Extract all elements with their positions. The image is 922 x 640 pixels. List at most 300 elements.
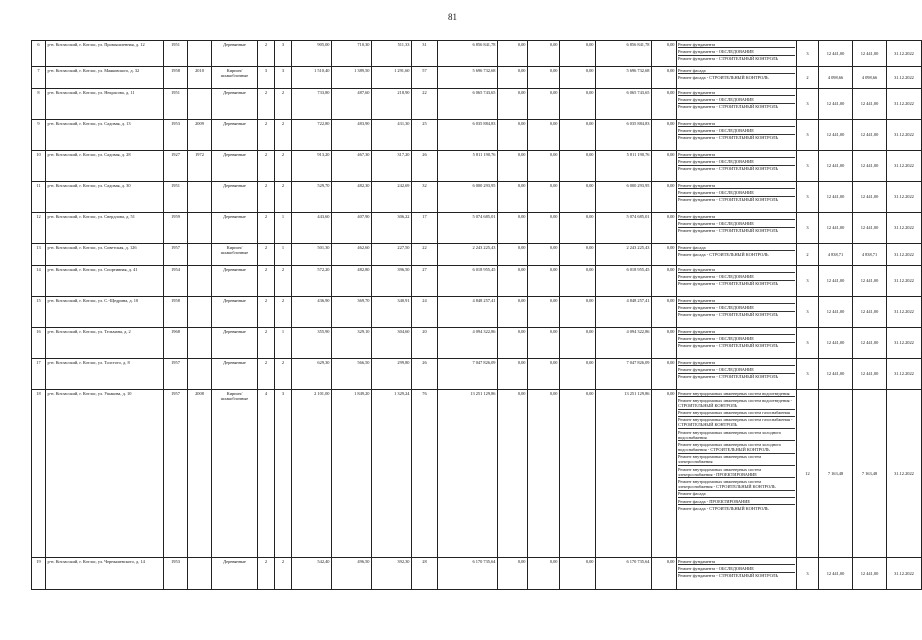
residents-cell: 24 bbox=[412, 297, 438, 328]
work-item: Ремонт фундамента bbox=[678, 359, 795, 366]
table-row bbox=[32, 213, 922, 244]
deadline-date-cell: 31.12.2022 bbox=[887, 41, 922, 67]
deadline-date-cell: 31.12.2022 bbox=[887, 359, 922, 390]
unit-cost-cell: 7 163,48 bbox=[819, 390, 853, 558]
work-item: Ремонт фасада - ПРОЕКТИРОВАНИЕ bbox=[678, 498, 795, 505]
works-list-cell bbox=[677, 328, 797, 359]
work-item: Ремонт фасада bbox=[678, 244, 795, 251]
deadline-date-cell: 31.12.2022 bbox=[887, 390, 922, 558]
build-year-cell: 1951 bbox=[164, 89, 188, 120]
cost-owners-cell: 5 696 732,68 bbox=[596, 67, 652, 89]
repair-year-cell bbox=[188, 213, 212, 244]
entrances-cell: 3 bbox=[275, 390, 292, 558]
cost-other-cell: 0,00 bbox=[652, 41, 677, 67]
address-cell: р-н. Котласский, г. Котлас, ул. Тельмана, д. 2 bbox=[46, 328, 164, 359]
wall-material-cell: Деревянные bbox=[212, 41, 258, 67]
cost-owners-cell: 7 047 826,09 bbox=[596, 359, 652, 390]
cost-federal-cell: 0,00 bbox=[498, 297, 528, 328]
work-item: Ремонт внутридомовых инженерных систем газоснабжения - СТРОИТЕЛЬНЫЙ КОНТРОЛЬ bbox=[678, 417, 795, 429]
total-cost-cell: 13 251 129,86 bbox=[438, 390, 498, 558]
table-row bbox=[32, 182, 922, 213]
work-item: Ремонт внутридомовых инженерных систем электроснабжения - ПРОЕКТИРОВАНИЕ bbox=[678, 466, 795, 478]
work-item: Ремонт фундамента bbox=[678, 151, 795, 158]
wall-material-cell: Кирпич/шлакоблочные bbox=[212, 244, 258, 266]
repair-year-cell bbox=[188, 558, 212, 590]
max-unit-cost-cell: 4 838,71 bbox=[853, 244, 887, 266]
works-list-cell bbox=[677, 67, 797, 89]
work-item: Ремонт фасада - СТРОИТЕЛЬНЫЙ КОНТРОЛЬ bbox=[678, 74, 769, 80]
cost-federal-cell: 0,00 bbox=[498, 359, 528, 390]
residents-cell: 32 bbox=[412, 182, 438, 213]
work-item: Ремонт фундамента bbox=[678, 266, 795, 273]
floors-cell: 2 bbox=[258, 151, 275, 182]
max-unit-cost-cell: 12 441,00 bbox=[853, 213, 887, 244]
wall-material-cell: Деревянные bbox=[212, 182, 258, 213]
cost-owners-cell: 4 094 322,86 bbox=[596, 328, 652, 359]
cost-other-cell: 0,00 bbox=[652, 213, 677, 244]
works-count-cell: 12 bbox=[797, 390, 819, 558]
max-unit-cost-cell: 7 163,48 bbox=[853, 390, 887, 558]
works-count-cell: 3 bbox=[797, 266, 819, 297]
living-area-cell: 329,10 bbox=[332, 328, 372, 359]
total-area-cell: 542,40 bbox=[292, 558, 332, 590]
build-year-cell: 1968 bbox=[164, 328, 188, 359]
entrances-cell: 2 bbox=[275, 297, 292, 328]
max-unit-cost-cell: 12 441,00 bbox=[853, 182, 887, 213]
address-cell: р-н. Котласский, г. Котлас, ул. Садовая, д. 28 bbox=[46, 151, 164, 182]
deadline-date-cell: 31.12.2022 bbox=[887, 328, 922, 359]
works-list-cell bbox=[677, 213, 797, 244]
build-year-cell: 1957 bbox=[164, 359, 188, 390]
work-item: Ремонт фундамента bbox=[678, 558, 795, 565]
wall-material-cell: Деревянные bbox=[212, 297, 258, 328]
build-year-cell: 1953 bbox=[164, 120, 188, 151]
work-item: Ремонт фундамента - ОБСЛЕДОВАНИЕ bbox=[678, 366, 795, 373]
total-cost-cell: 2 243 225,43 bbox=[438, 244, 498, 266]
deadline-date-cell: 31.12.2022 bbox=[887, 297, 922, 328]
deadline-date-cell: 31.12.2022 bbox=[887, 151, 922, 182]
row-number-cell: 17 bbox=[32, 359, 46, 390]
entrances-cell: 2 bbox=[275, 89, 292, 120]
floors-cell: 2 bbox=[258, 297, 275, 328]
work-item: Ремонт фундамента - СТРОИТЕЛЬНЫЙ КОНТРОЛЬ bbox=[678, 281, 779, 287]
residents-cell: 57 bbox=[412, 67, 438, 89]
table-row bbox=[32, 120, 922, 151]
table-row bbox=[32, 558, 922, 590]
cost-regional-cell: 0,00 bbox=[528, 244, 560, 266]
area-residential-cell: 304,60 bbox=[372, 328, 412, 359]
row-number-cell: 15 bbox=[32, 297, 46, 328]
unit-cost-cell: 12 441,00 bbox=[819, 266, 853, 297]
works-list-cell bbox=[677, 266, 797, 297]
area-residential-cell: 1 329,24 bbox=[372, 390, 412, 558]
address-cell: р-н. Котласский, г. Котлас, ул. Садовая, д. 30 bbox=[46, 182, 164, 213]
floors-cell: 2 bbox=[258, 558, 275, 590]
entrances-cell: 2 bbox=[275, 182, 292, 213]
work-item: Ремонт фундамента - СТРОИТЕЛЬНЫЙ КОНТРОЛЬ bbox=[678, 374, 779, 380]
address-cell: р-н. Котласский, г. Котлас, ул. Спортивная, д. 41 bbox=[46, 266, 164, 297]
cost-local-cell: 0,00 bbox=[560, 120, 596, 151]
floors-cell: 2 bbox=[258, 213, 275, 244]
cost-other-cell: 0,00 bbox=[652, 266, 677, 297]
cost-owners-cell: 6 170 735,64 bbox=[596, 558, 652, 590]
cost-other-cell: 0,00 bbox=[652, 558, 677, 590]
work-item: Ремонт фундамента - ОБСЛЕДОВАНИЕ bbox=[678, 189, 795, 196]
cost-federal-cell: 0,00 bbox=[498, 244, 528, 266]
floors-cell: 2 bbox=[258, 89, 275, 120]
works-count-cell: 3 bbox=[797, 41, 819, 67]
cost-owners-cell: 13 251 129,86 bbox=[596, 390, 652, 558]
cost-federal-cell: 0,00 bbox=[498, 41, 528, 67]
cost-local-cell: 0,00 bbox=[560, 67, 596, 89]
work-item: Ремонт фундамента - СТРОИТЕЛЬНЫЙ КОНТРОЛЬ bbox=[678, 573, 779, 579]
cost-other-cell: 0,00 bbox=[652, 182, 677, 213]
cost-regional-cell: 0,00 bbox=[528, 67, 560, 89]
total-cost-cell: 4 848 257,41 bbox=[438, 297, 498, 328]
cost-local-cell: 0,00 bbox=[560, 41, 596, 67]
residents-cell: 76 bbox=[412, 390, 438, 558]
cost-federal-cell: 0,00 bbox=[498, 151, 528, 182]
entrances-cell: 1 bbox=[275, 213, 292, 244]
cost-owners-cell: 6 856 841,78 bbox=[596, 41, 652, 67]
cost-federal-cell: 0,00 bbox=[498, 213, 528, 244]
total-cost-cell: 5 074 685,01 bbox=[438, 213, 498, 244]
total-cost-cell: 7 047 826,09 bbox=[438, 359, 498, 390]
max-unit-cost-cell: 4 098,66 bbox=[853, 67, 887, 89]
entrances-cell: 3 bbox=[275, 41, 292, 67]
living-area-cell: 710,30 bbox=[332, 41, 372, 67]
living-area-cell: 487,60 bbox=[332, 89, 372, 120]
work-item: Ремонт фундамента - ОБСЛЕДОВАНИЕ bbox=[678, 96, 795, 103]
cost-other-cell: 0,00 bbox=[652, 151, 677, 182]
area-residential-cell: 1 291,60 bbox=[372, 67, 412, 89]
work-item: Ремонт фундамента - ОБСЛЕДОВАНИЕ bbox=[678, 158, 795, 165]
entrances-cell: 1 bbox=[275, 328, 292, 359]
work-item: Ремонт фундамента - СТРОИТЕЛЬНЫЙ КОНТРОЛЬ bbox=[678, 166, 779, 172]
living-area-cell: 483,90 bbox=[332, 120, 372, 151]
table-row bbox=[32, 67, 922, 89]
work-item: Ремонт фасада - СТРОИТЕЛЬНЫЙ КОНТРОЛЬ bbox=[678, 505, 769, 511]
wall-material-cell: Деревянные bbox=[212, 213, 258, 244]
work-item: Ремонт фундамента - СТРОИТЕЛЬНЫЙ КОНТРОЛЬ bbox=[678, 197, 779, 203]
table-row bbox=[32, 359, 922, 390]
total-cost-cell: 5 811 190,76 bbox=[438, 151, 498, 182]
max-unit-cost-cell: 12 441,00 bbox=[853, 120, 887, 151]
work-item: Ремонт внутридомовых инженерных систем электроснабжения bbox=[678, 454, 795, 466]
build-year-cell: 1951 bbox=[164, 41, 188, 67]
residents-cell: 25 bbox=[412, 120, 438, 151]
build-year-cell: 1958 bbox=[164, 67, 188, 89]
living-area-cell: 467,30 bbox=[332, 151, 372, 182]
cost-regional-cell: 0,00 bbox=[528, 151, 560, 182]
cost-federal-cell: 0,00 bbox=[498, 89, 528, 120]
repair-program-table bbox=[31, 40, 922, 590]
repair-year-cell: 1972 bbox=[188, 151, 212, 182]
table-row bbox=[32, 41, 922, 67]
row-number-cell: 8 bbox=[32, 89, 46, 120]
address-cell: р-н. Котласский, г. Котлас, ул. Свердлова, д. 51 bbox=[46, 213, 164, 244]
repair-year-cell: 2009 bbox=[188, 120, 212, 151]
work-item: Ремонт фундамента bbox=[678, 41, 795, 48]
living-area-cell: 566,50 bbox=[332, 359, 372, 390]
max-unit-cost-cell: 12 441,00 bbox=[853, 266, 887, 297]
row-number-cell: 16 bbox=[32, 328, 46, 359]
unit-cost-cell: 12 441,00 bbox=[819, 297, 853, 328]
deadline-date-cell: 31.12.2022 bbox=[887, 266, 922, 297]
cost-owners-cell: 2 243 225,43 bbox=[596, 244, 652, 266]
area-residential-cell: 227,50 bbox=[372, 244, 412, 266]
deadline-date-cell: 31.12.2022 bbox=[887, 244, 922, 266]
entrances-cell: 2 bbox=[275, 558, 292, 590]
total-area-cell: 733,80 bbox=[292, 89, 332, 120]
work-item: Ремонт фундамента - СТРОИТЕЛЬНЫЙ КОНТРОЛЬ bbox=[678, 104, 779, 110]
unit-cost-cell: 12 441,00 bbox=[819, 182, 853, 213]
cost-federal-cell: 0,00 bbox=[498, 390, 528, 558]
total-area-cell: 629,30 bbox=[292, 359, 332, 390]
build-year-cell: 1959 bbox=[164, 213, 188, 244]
work-item: Ремонт фундамента - ОБСЛЕДОВАНИЕ bbox=[678, 220, 795, 227]
works-list-cell bbox=[677, 390, 797, 558]
cost-federal-cell: 0,00 bbox=[498, 328, 528, 359]
total-area-cell: 572,20 bbox=[292, 266, 332, 297]
build-year-cell: 1957 bbox=[164, 390, 188, 558]
wall-material-cell: Деревянные bbox=[212, 151, 258, 182]
area-residential-cell: 396,50 bbox=[372, 266, 412, 297]
works-count-cell: 2 bbox=[797, 67, 819, 89]
works-list-cell bbox=[677, 120, 797, 151]
area-residential-cell: 306,22 bbox=[372, 213, 412, 244]
cost-regional-cell: 0,00 bbox=[528, 213, 560, 244]
cost-other-cell: 0,00 bbox=[652, 120, 677, 151]
cost-other-cell: 0,00 bbox=[652, 67, 677, 89]
unit-cost-cell: 12 441,00 bbox=[819, 359, 853, 390]
address-cell: р-н. Котласский, г. Котлас, ул. Садовая, д. 13 bbox=[46, 120, 164, 151]
deadline-date-cell: 31.12.2022 bbox=[887, 67, 922, 89]
wall-material-cell: Деревянные bbox=[212, 120, 258, 151]
repair-year-cell bbox=[188, 244, 212, 266]
living-area-cell: 462,60 bbox=[332, 244, 372, 266]
works-count-cell: 2 bbox=[797, 244, 819, 266]
entrances-cell: 2 bbox=[275, 266, 292, 297]
page-number: 81 bbox=[448, 12, 457, 22]
build-year-cell: 1957 bbox=[164, 244, 188, 266]
work-item: Ремонт фасада - СТРОИТЕЛЬНЫЙ КОНТРОЛЬ bbox=[678, 251, 769, 257]
area-residential-cell: 299,80 bbox=[372, 359, 412, 390]
work-item: Ремонт фундамента - СТРОИТЕЛЬНЫЙ КОНТРОЛЬ bbox=[678, 56, 779, 62]
unit-cost-cell: 12 441,00 bbox=[819, 151, 853, 182]
works-list-cell bbox=[677, 151, 797, 182]
cost-regional-cell: 0,00 bbox=[528, 390, 560, 558]
repair-year-cell bbox=[188, 297, 212, 328]
unit-cost-cell: 12 441,00 bbox=[819, 89, 853, 120]
cost-federal-cell: 0,00 bbox=[498, 266, 528, 297]
total-cost-cell: 4 094 322,86 bbox=[438, 328, 498, 359]
area-residential-cell: 242,69 bbox=[372, 182, 412, 213]
total-area-cell: 722,80 bbox=[292, 120, 332, 151]
floors-cell: 3 bbox=[258, 67, 275, 89]
wall-material-cell: Деревянные bbox=[212, 359, 258, 390]
table-row bbox=[32, 244, 922, 266]
unit-cost-cell: 12 441,00 bbox=[819, 328, 853, 359]
unit-cost-cell: 12 441,00 bbox=[819, 213, 853, 244]
work-item: Ремонт фундамента - СТРОИТЕЛЬНЫЙ КОНТРОЛЬ bbox=[678, 343, 779, 349]
cost-local-cell: 0,00 bbox=[560, 328, 596, 359]
floors-cell: 2 bbox=[258, 41, 275, 67]
row-number-cell: 18 bbox=[32, 390, 46, 558]
area-residential-cell: 218,90 bbox=[372, 89, 412, 120]
works-count-cell: 3 bbox=[797, 182, 819, 213]
work-item: Ремонт фундамента bbox=[678, 213, 795, 220]
row-number-cell: 14 bbox=[32, 266, 46, 297]
cost-regional-cell: 0,00 bbox=[528, 41, 560, 67]
cost-local-cell: 0,00 bbox=[560, 390, 596, 558]
area-residential-cell: 511,33 bbox=[372, 41, 412, 67]
wall-material-cell: Деревянные bbox=[212, 89, 258, 120]
floors-cell: 4 bbox=[258, 390, 275, 558]
row-number-cell: 9 bbox=[32, 120, 46, 151]
works-count-cell: 3 bbox=[797, 120, 819, 151]
wall-material-cell: Кирпич/шлакоблочные bbox=[212, 390, 258, 558]
work-item: Ремонт фундамента - ОБСЛЕДОВАНИЕ bbox=[678, 304, 795, 311]
table-row bbox=[32, 328, 922, 359]
wall-material-cell: Деревянные bbox=[212, 328, 258, 359]
repair-year-cell: 2010 bbox=[188, 67, 212, 89]
residents-cell: 22 bbox=[412, 244, 438, 266]
living-area-cell: 1 849,20 bbox=[332, 390, 372, 558]
floors-cell: 2 bbox=[258, 359, 275, 390]
unit-cost-cell: 12 441,00 bbox=[819, 41, 853, 67]
work-item: Ремонт внутридомовых инженерных систем водоотведения bbox=[678, 390, 795, 397]
address-cell: р-н. Котласский, г. Котлас, ул. Промышленная, д. 12 bbox=[46, 41, 164, 67]
living-area-cell: 482,80 bbox=[332, 266, 372, 297]
works-count-cell: 3 bbox=[797, 558, 819, 590]
cost-regional-cell: 0,00 bbox=[528, 328, 560, 359]
cost-owners-cell: 6 000 293,95 bbox=[596, 182, 652, 213]
floors-cell: 2 bbox=[258, 120, 275, 151]
cost-regional-cell: 0,00 bbox=[528, 297, 560, 328]
total-cost-cell: 6 035 884,83 bbox=[438, 120, 498, 151]
cost-local-cell: 0,00 bbox=[560, 266, 596, 297]
deadline-date-cell: 31.12.2022 bbox=[887, 120, 922, 151]
entrances-cell: 1 bbox=[275, 244, 292, 266]
row-number-cell: 13 bbox=[32, 244, 46, 266]
area-residential-cell: 392,30 bbox=[372, 558, 412, 590]
cost-regional-cell: 0,00 bbox=[528, 120, 560, 151]
cost-federal-cell: 0,00 bbox=[498, 558, 528, 590]
total-area-cell: 905,00 bbox=[292, 41, 332, 67]
address-cell: р-н. Котласский, г. Котлас, ул. С.-Щедрина, д. 10 bbox=[46, 297, 164, 328]
build-year-cell: 1927 bbox=[164, 151, 188, 182]
residents-cell: 20 bbox=[412, 328, 438, 359]
address-cell: р-н. Котласский, г. Котлас, ул. Маяковского, д. 32 bbox=[46, 67, 164, 89]
deadline-date-cell: 31.12.2022 bbox=[887, 89, 922, 120]
works-list-cell bbox=[677, 244, 797, 266]
works-count-cell: 3 bbox=[797, 297, 819, 328]
repair-year-cell bbox=[188, 41, 212, 67]
works-list-cell bbox=[677, 297, 797, 328]
cost-local-cell: 0,00 bbox=[560, 151, 596, 182]
deadline-date-cell: 31.12.2022 bbox=[887, 213, 922, 244]
repair-year-cell bbox=[188, 89, 212, 120]
cost-regional-cell: 0,00 bbox=[528, 89, 560, 120]
cost-owners-cell: 5 074 685,01 bbox=[596, 213, 652, 244]
table-row bbox=[32, 151, 922, 182]
wall-material-cell: Кирпич/шлакоблочные bbox=[212, 67, 258, 89]
works-count-cell: 3 bbox=[797, 151, 819, 182]
work-item: Ремонт фундамента - СТРОИТЕЛЬНЫЙ КОНТРОЛЬ bbox=[678, 312, 779, 318]
living-area-cell: 369,70 bbox=[332, 297, 372, 328]
total-area-cell: 436,90 bbox=[292, 297, 332, 328]
repair-year-cell bbox=[188, 266, 212, 297]
unit-cost-cell: 4 098,66 bbox=[819, 67, 853, 89]
work-item: Ремонт фундамента bbox=[678, 120, 795, 127]
cost-other-cell: 0,00 bbox=[652, 359, 677, 390]
table-row bbox=[32, 89, 922, 120]
address-cell: р-н. Котласский, г. Котлас, ул. Советская, д. 126 bbox=[46, 244, 164, 266]
work-item: Ремонт фундамента bbox=[678, 89, 795, 96]
work-item: Ремонт фундамента - СТРОИТЕЛЬНЫЙ КОНТРОЛЬ bbox=[678, 135, 779, 141]
row-number-cell: 10 bbox=[32, 151, 46, 182]
cost-local-cell: 0,00 bbox=[560, 182, 596, 213]
floors-cell: 2 bbox=[258, 328, 275, 359]
cost-owners-cell: 6 065 743,65 bbox=[596, 89, 652, 120]
total-area-cell: 529,70 bbox=[292, 182, 332, 213]
cost-local-cell: 0,00 bbox=[560, 359, 596, 390]
row-number-cell: 7 bbox=[32, 67, 46, 89]
cost-local-cell: 0,00 bbox=[560, 89, 596, 120]
wall-material-cell: Деревянные bbox=[212, 266, 258, 297]
works-list-cell bbox=[677, 41, 797, 67]
cost-local-cell: 0,00 bbox=[560, 213, 596, 244]
work-item: Ремонт фундамента - ОБСЛЕДОВАНИЕ bbox=[678, 48, 795, 55]
cost-regional-cell: 0,00 bbox=[528, 266, 560, 297]
works-list-cell bbox=[677, 89, 797, 120]
repair-year-cell: 2008 bbox=[188, 390, 212, 558]
cost-other-cell: 0,00 bbox=[652, 244, 677, 266]
entrances-cell: 2 bbox=[275, 151, 292, 182]
total-area-cell: 443,60 bbox=[292, 213, 332, 244]
work-item: Ремонт фундамента - СТРОИТЕЛЬНЫЙ КОНТРОЛЬ bbox=[678, 228, 779, 234]
residents-cell: 28 bbox=[412, 558, 438, 590]
residents-cell: 22 bbox=[412, 89, 438, 120]
total-area-cell: 1 510,40 bbox=[292, 67, 332, 89]
work-item: Ремонт фундамента bbox=[678, 297, 795, 304]
repair-year-cell bbox=[188, 182, 212, 213]
cost-federal-cell: 0,00 bbox=[498, 120, 528, 151]
address-cell: р-н. Котласский, г. Котлас, ул. Чернышевского, д. 14 bbox=[46, 558, 164, 590]
residents-cell: 17 bbox=[412, 213, 438, 244]
area-residential-cell: 431,30 bbox=[372, 120, 412, 151]
cost-other-cell: 0,00 bbox=[652, 390, 677, 558]
work-item: Ремонт фундамента - ОБСЛЕДОВАНИЕ bbox=[678, 273, 795, 280]
work-item: Ремонт внутридомовых инженерных систем электроснабжения - СТРОИТЕЛЬНЫЙ КОНТРОЛЬ bbox=[678, 478, 795, 490]
cost-owners-cell: 4 848 257,41 bbox=[596, 297, 652, 328]
work-item: Ремонт фасада bbox=[678, 67, 795, 74]
total-area-cell: 913,20 bbox=[292, 151, 332, 182]
total-area-cell: 355,90 bbox=[292, 328, 332, 359]
works-count-cell: 3 bbox=[797, 213, 819, 244]
work-item: Ремонт внутридомовых инженерных систем водоотведения - СТРОИТЕЛЬНЫЙ КОНТРОЛЬ bbox=[678, 397, 795, 409]
address-cell: р-н. Котласский, г. Котлас, ул. Некрасова, д. 11 bbox=[46, 89, 164, 120]
area-residential-cell: 340,91 bbox=[372, 297, 412, 328]
works-list-cell bbox=[677, 558, 797, 590]
work-item: Ремонт фундамента bbox=[678, 182, 795, 189]
work-item: Ремонт фундамента bbox=[678, 328, 795, 335]
area-residential-cell: 317,20 bbox=[372, 151, 412, 182]
cost-owners-cell: 6 018 955,45 bbox=[596, 266, 652, 297]
residents-cell: 27 bbox=[412, 266, 438, 297]
build-year-cell: 1951 bbox=[164, 182, 188, 213]
